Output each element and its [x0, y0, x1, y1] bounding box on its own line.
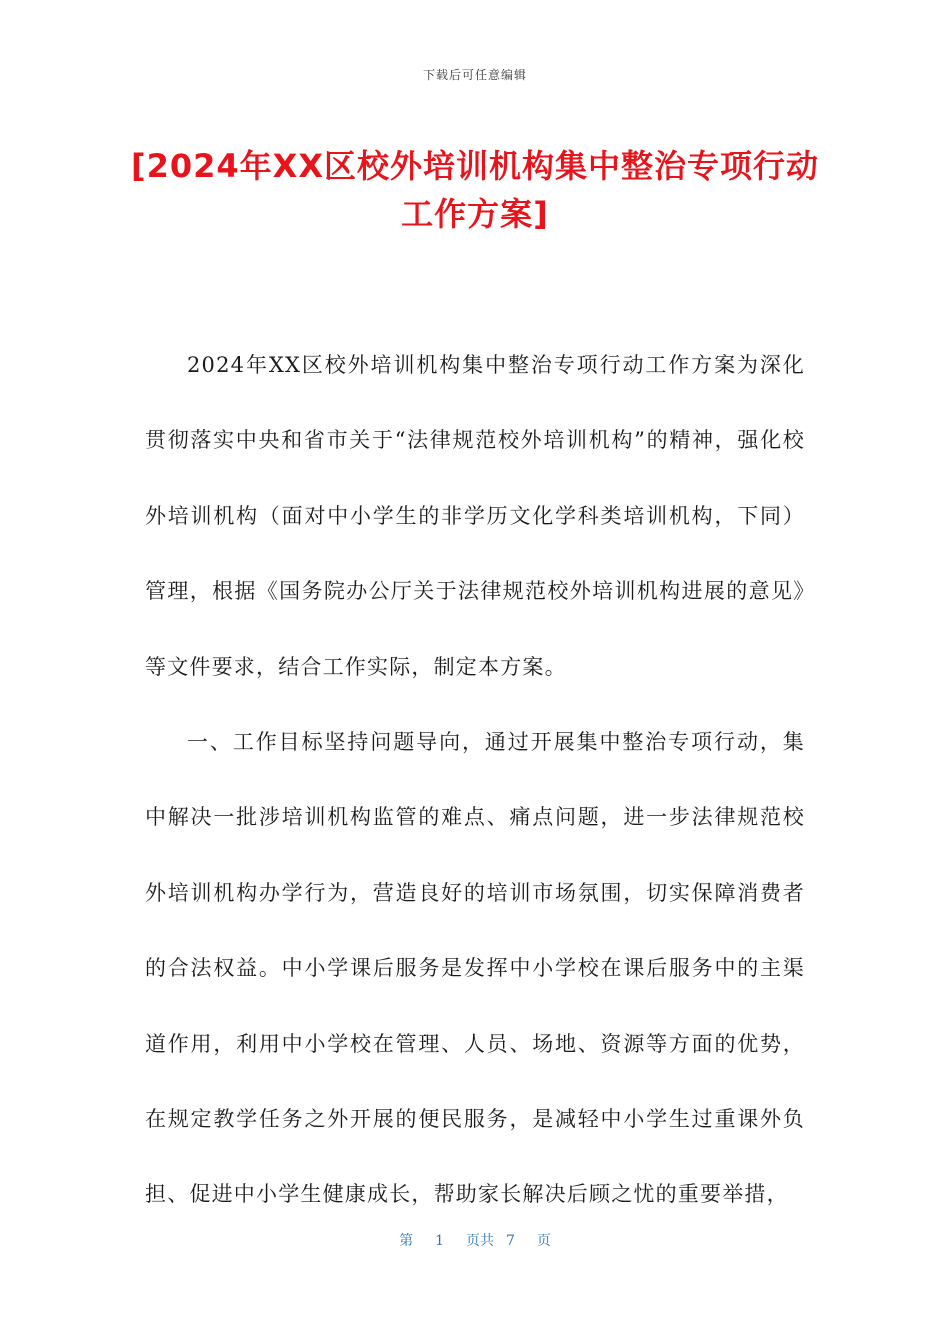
page-suffix: 页 [536, 1233, 551, 1249]
current-page-number: 1 [435, 1233, 444, 1249]
header-note: 下载后可任意编辑 [422, 68, 527, 82]
total-pages-number: 7 [506, 1233, 515, 1249]
page-footer [0, 1230, 950, 1250]
page-mid: 页共 [466, 1233, 494, 1249]
paragraph-goals: 一、工作目标坚持问题导向，通过开展集中整治专项行动，集中解决一批涉培训机构监管的难点、痛点问题，进一步法律规范校外培训机构办学行为，营造良好的培训市场氛围，切实保障消费者的合法权益。中小学课后服务是发挥中小学校在课后服务中的主渠道作用，利用中小学校在管理、人员、场地、资源等方面的优势，在规定教学任务之外开展的便民服务，是减轻中小学生过重课外负担、促进中小学生健康成长，帮助家长解决后顾之忧的重要举措， [145, 730, 805, 1207]
page-prefix: 第 [399, 1233, 414, 1249]
document-title: [2024年XX区校外培训机构集中整治专项行动工作方案] [130, 147, 820, 233]
document-body [145, 328, 805, 1233]
paragraph-intro: 2024年XX区校外培训机构集中整治专项行动工作方案为深化贯彻落实中央和省市关于“法律规范校外培训机构”的精神，强化校外培训机构（面对中小学生的非学历文化学科类培训机构，下同）管理，根据《国务院办公厅关于法律规范校外培训机构进展的意见》等文件要求，结合工作实际，制定本方案。 [145, 353, 805, 679]
